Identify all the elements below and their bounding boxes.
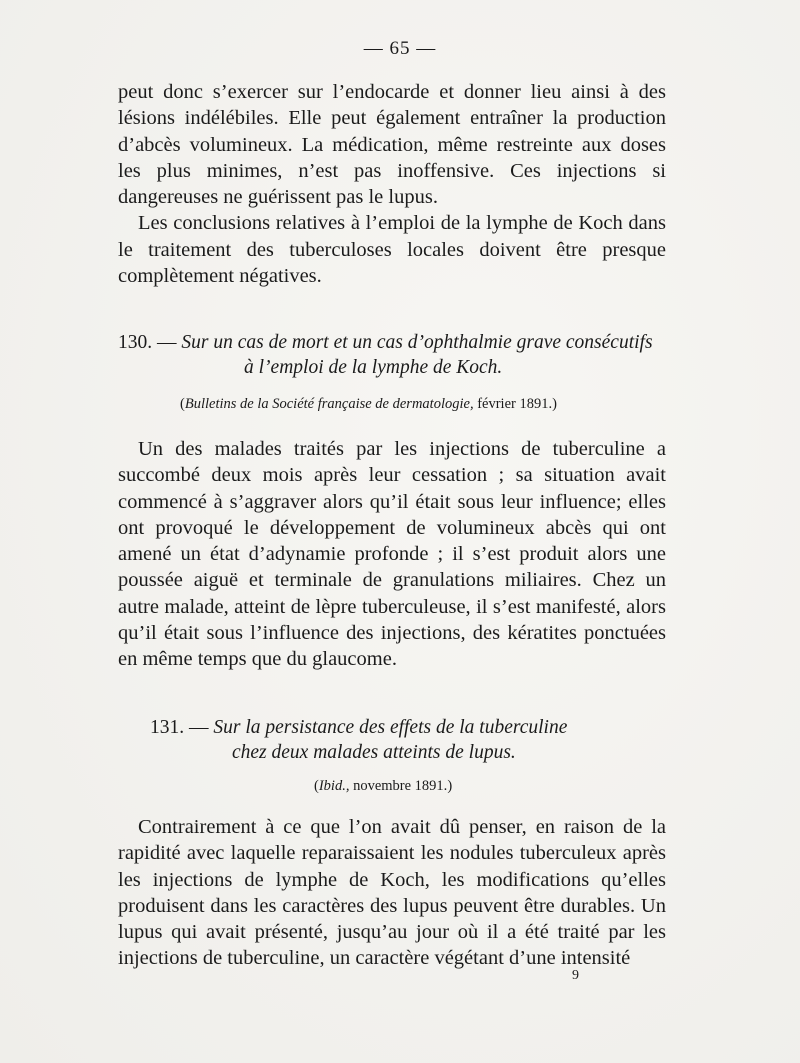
- source-date: novembre 1891.: [353, 778, 448, 794]
- entry-131-heading: [150, 715, 650, 765]
- entry-131-body: [118, 814, 666, 972]
- paragraph: Un des malades traités par les injections de tuberculine a succombé deux mois après leur cessation ; sa situation avait commencé à s’aggraver alors qu’il était sous leur influence; elles ont provoqué le développement de volumineux abcès qui ont amené un état d’adynamie profonde ; il s’est produit alors une poussée aiguë et terminale de granulations miliaires. Chez un autre malade, atteint de lèpre tuberculeuse, il s’est manifesté, alors qu’il était sous l’influence des injections, des kératites ponctuées en même temps que du glaucome.: [118, 438, 666, 671]
- signature-mark: 9: [572, 968, 579, 983]
- paragraph: Contrairement à ce que l’on avait dû penser, en raison de la rapidité avec laquelle reparaissaient les nodules tuberculeux après les injections de lymphe de Koch, les modifications qu’elles produisent dans les caractères des lupus peuvent être durables. Un lupus qui avait présenté, jusqu’au jour où il a été traité par les injections de tuberculine, un caractère végétant d’une intensité: [118, 816, 666, 970]
- paragraph: Les conclusions relatives à l’emploi de la lymphe de Koch dans le traitement des tuberculoses locales doivent être presque complètement négatives.: [118, 212, 666, 288]
- source-title: Bulletins de la Société française de dermatologie,: [184, 396, 474, 412]
- page-number: — 65 —: [363, 38, 437, 59]
- entry-title-line1: Sur un cas de mort et un cas d’ophthalmie grave consécutifs: [181, 332, 653, 353]
- entry-number: 131. —: [150, 717, 209, 738]
- entry-130-source: (Bulletins de la Société française de dermatologie, février 1891.): [180, 396, 557, 412]
- entry-130-body: [118, 436, 666, 673]
- entry-title-line2: à l’emploi de la lymphe de Koch.: [244, 357, 503, 378]
- entry-131-source: (Ibid., novembre 1891.): [314, 778, 453, 794]
- source-date: février 1891.: [477, 396, 553, 412]
- entry-130-heading: [118, 330, 666, 380]
- entry-title-line1: Sur la persistance des effets de la tuberculine: [213, 717, 568, 738]
- entry-title-line2: chez deux malades atteints de lupus.: [232, 742, 516, 763]
- continuation-text: [118, 79, 666, 289]
- source-title: Ibid.,: [318, 778, 350, 794]
- paragraph: peut donc s’exercer sur l’endocarde et donner lieu ainsi à des lésions indélébiles. Elle peut également entraîner la production d’abcès volumineux. La médication, même restreinte aux doses les plus minimes, n’est pas inoffensive. Ces injections si dangereuses ne guérissent pas le lupus.: [118, 81, 666, 209]
- entry-number: 130. —: [118, 332, 177, 353]
